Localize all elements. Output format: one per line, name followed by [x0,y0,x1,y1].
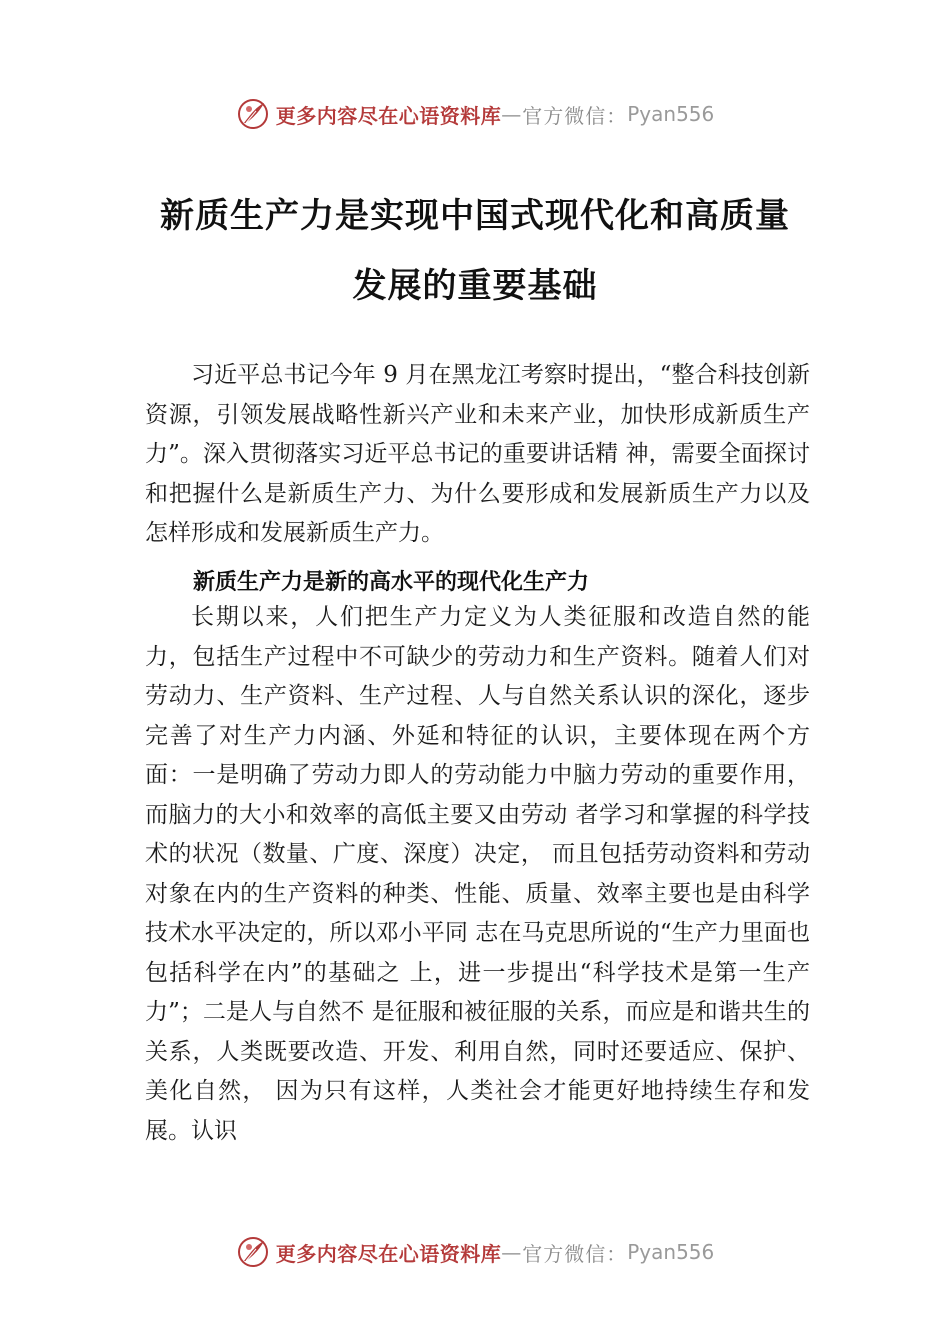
section-heading: 新质生产力是新的高水平的现代化生产力 [193,570,590,595]
banner-wechat-id: Pyan556 [627,102,715,126]
intro-section [145,356,810,554]
body-section [145,598,810,1151]
banner-wechat-label: 官方微信： [522,103,628,128]
footer-separator: — [501,1240,523,1264]
document-title-line-1: 新质生产力是实现中国式现代化和高质量 [160,196,790,236]
footer-banner [0,1232,950,1272]
header-banner [0,94,950,134]
document-title-line-2: 发展的重要基础 [352,266,598,306]
footer-library-text: 更多内容尽在心语资料库 [275,1241,502,1266]
footer-wechat-label: 官方微信： [522,1241,628,1266]
banner-library-text: 更多内容尽在心语资料库 [275,103,502,128]
intro-paragraph: 习近平总书记今年 9 月在黑龙江考察时提出，“整合科技创新资源，引领发展战略性新兴产业和未来产业，加快形成新质生产力”。深入贯彻落实习近平总书记的重要讲话精 神，需要全面探讨和把握什么是新质生产力、为什么要形成和发展新质生产力以及怎样形成和发展新质生产力。 [145,362,810,546]
feather-quill-logo-icon [236,1235,270,1269]
banner-separator: — [501,102,523,126]
body-paragraph: 长期以来，人们把生产力定义为人类征服和改造自然的能力，包括生产过程中不可缺少的劳动力和生产资料。随着人们对劳动力、生产资料、生产过程、人与自然关系认识的深化，逐步完善了对生产力内涵、外延和特征的认识，主要体现在两个方面：一是明确了劳动力即人的劳动能力中脑力劳动的重要作用，而脑力的大小和效率的高低主要又由劳动 者学习和掌握的科学技术的状况（数量、广度、深度）决定， 而且包括劳动资料和劳动对象在内的生产资料的种类、性能、质量、效率主要也是由科学技术水平决定的，所以邓小平同 志在马克思所说的“生产力里面也包括科学在内”的基础之 上，进一步提出“科学技术是第一生产力”；二是人与自然不 是征服和被征服的关系，而应是和谐共生的关系，人类既要改造、开发、利用自然，同时还要适应、保护、美化自然， 因为只有这样，人类社会才能更好地持续生存和发展。认识 [145,604,810,1144]
footer-wechat-id: Pyan556 [627,1240,715,1264]
feather-quill-logo-icon [236,97,270,131]
